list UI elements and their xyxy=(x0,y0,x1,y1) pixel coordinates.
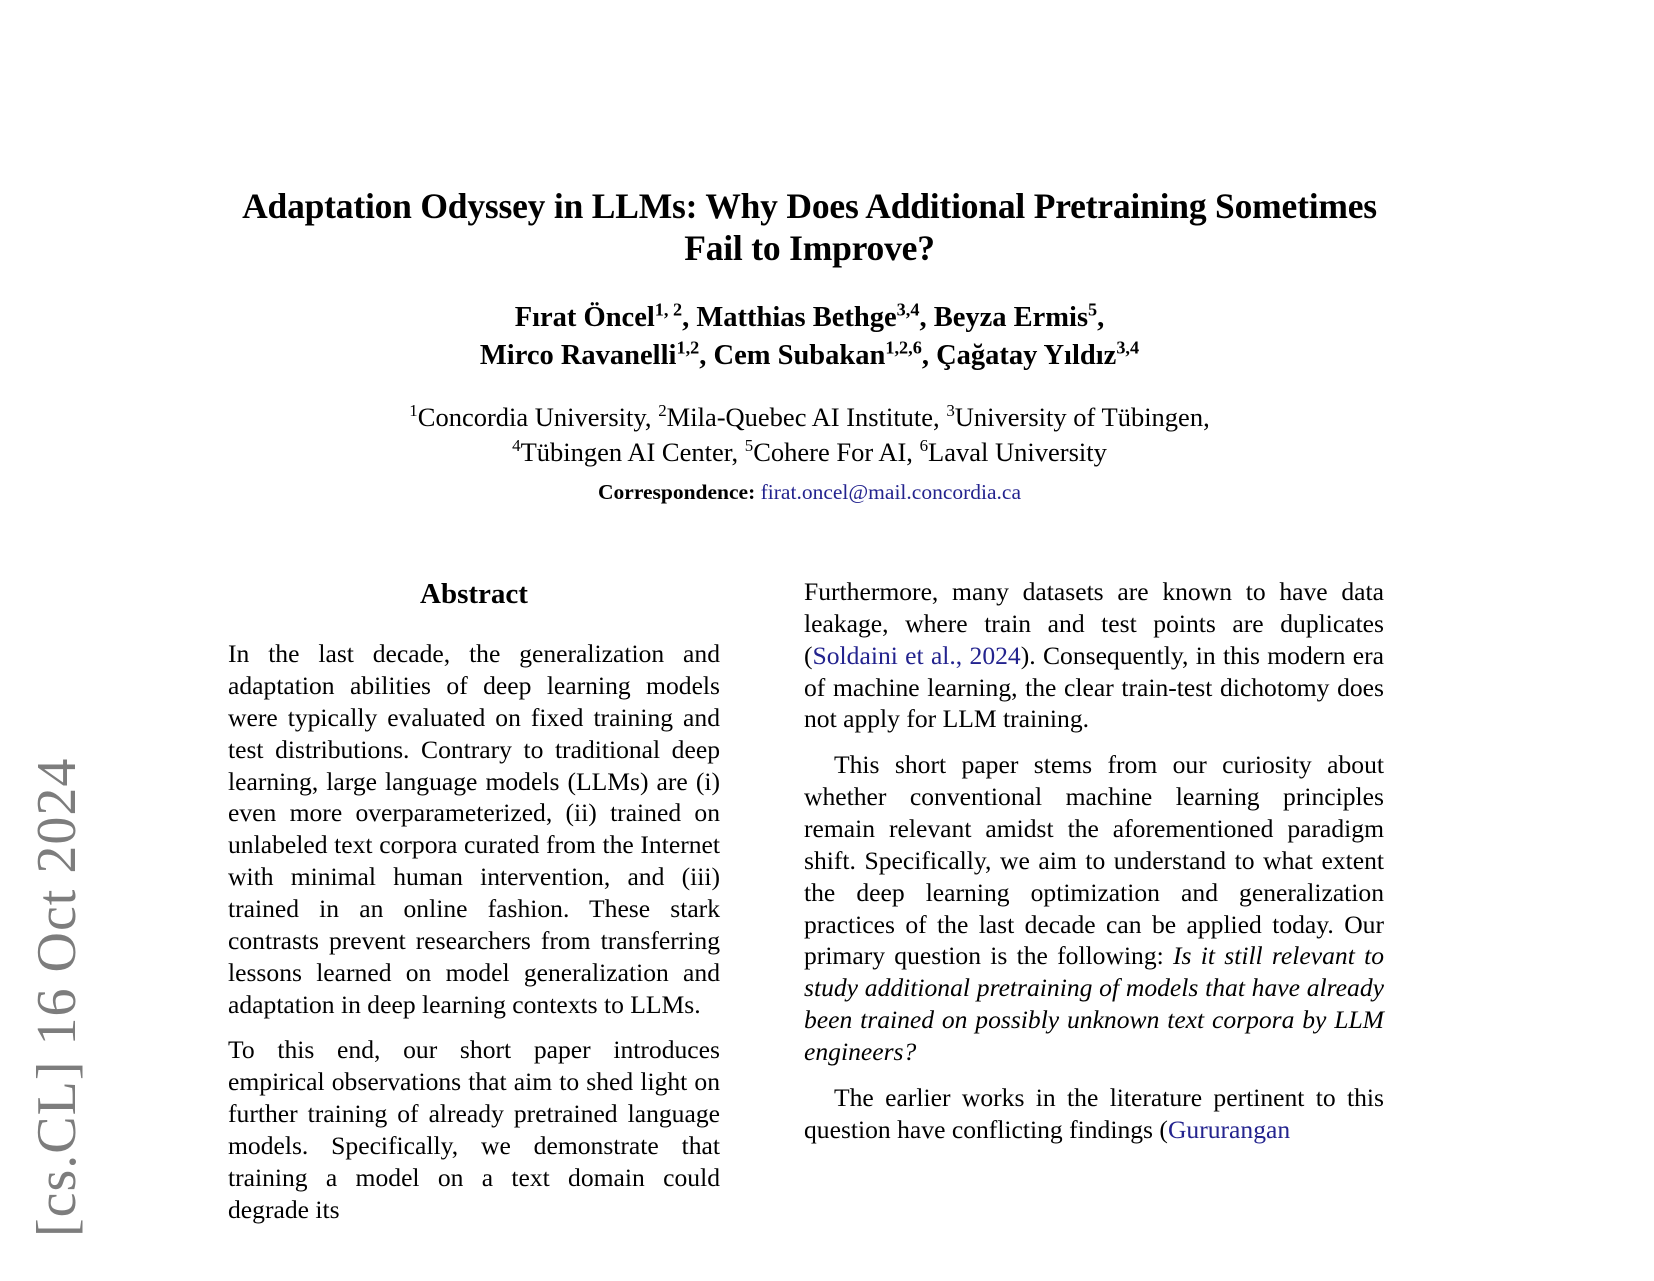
affiliation-text: University of Tübingen, xyxy=(954,401,1210,432)
author-list xyxy=(227,299,1392,373)
author-separator: , xyxy=(1097,302,1105,334)
intro-paragraph-1 xyxy=(804,576,1384,735)
author-separator: , xyxy=(699,339,714,371)
author-affiliation-marker: 3,4 xyxy=(896,299,920,320)
affiliation-line-1 xyxy=(227,400,1392,435)
left-column xyxy=(228,576,720,1226)
affiliation-marker: 4 xyxy=(512,435,521,455)
correspondence-line xyxy=(227,480,1392,505)
affiliation-line-2 xyxy=(227,435,1392,470)
author-name: Cem Subakan xyxy=(713,339,886,371)
author-name: Matthias Bethge xyxy=(696,302,897,334)
affiliation-marker: 5 xyxy=(744,435,754,455)
affiliation-marker: 6 xyxy=(919,435,929,455)
paragraph-text: The earlier works in the literature pertinent to this question have conflicting findings ( xyxy=(804,1082,1384,1144)
citation-link-gururangan[interactable]: Gururangan xyxy=(1167,1114,1291,1144)
author-affiliation-marker: 5 xyxy=(1088,299,1098,320)
two-column-body xyxy=(0,576,1654,1276)
paragraph-text: Furthermore, many datasets are known to have data leakage, where train and test points are duplicates ( xyxy=(804,577,1384,670)
affiliation-list xyxy=(227,400,1392,470)
author-line-2 xyxy=(227,337,1392,374)
affiliation-marker: 1 xyxy=(409,400,418,420)
author-name: Beyza Ermis xyxy=(933,302,1089,334)
author-name: Mirco Ravanelli xyxy=(479,339,677,371)
affiliation-text: Cohere For AI, xyxy=(753,436,920,467)
abstract-heading: Abstract xyxy=(420,578,528,610)
author-separator: , xyxy=(682,302,697,334)
citation-link-soldaini[interactable]: Soldaini et al., 2024 xyxy=(812,640,1021,670)
affiliation-marker: 3 xyxy=(946,400,955,420)
author-name: Çağatay Yıldız xyxy=(936,339,1117,371)
abstract-paragraph-2: To this end, our short paper introduces empirical observations that aim to shed light on further training of already pretrained language models. Specifically, we demonstrate that training a model on a text domain could degrade its xyxy=(228,1035,720,1224)
affiliation-marker: 2 xyxy=(658,400,667,420)
correspondence-label: Correspondence: xyxy=(598,479,756,504)
abstract-paragraph-1: In the last decade, the generalization and adaptation abilities of deep learning models were typically evaluated on fixed training and test distributions. Contrary to traditional deep learning, large language models (LLMs) are (i) even more overparameterized, (ii) trained on unlabeled text corpora curated from the Internet with minimal human intervention, and (iii) trained in an online fashion. These stark contrasts prevent researchers from transferring lessons learned on model generalization and adaptation in deep learning contexts to LLMs. xyxy=(228,639,720,1019)
title-block xyxy=(227,185,1392,505)
page-bottom-clip xyxy=(0,1241,1654,1281)
affiliation-text: Mila-Quebec AI Institute, xyxy=(666,401,947,432)
intro-paragraph-3 xyxy=(804,1082,1384,1146)
research-question-italic: Is it still relevant to study additional pretraining of models that have already been trained on possibly unknown text corpora by LLM engineers? xyxy=(804,941,1384,1067)
paragraph-text: ). Consequently, in this modern era of machine learning, the clear train-test dichotomy does not apply for LLM training. xyxy=(804,640,1385,734)
author-affiliation-marker: 1, 2 xyxy=(654,299,683,320)
author-affiliation-marker: 1,2 xyxy=(676,337,700,358)
page-title: Adaptation Odyssey in LLMs: Why Does Additional Pretraining Sometimes Fail to Improve? xyxy=(242,186,1377,269)
affiliation-text: Tübingen AI Center, xyxy=(520,436,745,467)
author-affiliation-marker: 3,4 xyxy=(1116,337,1140,358)
author-affiliation-marker: 1,2,6 xyxy=(885,337,922,358)
right-column xyxy=(804,576,1384,1146)
arxiv-stamp: [cs.CL] 16 Oct 2024 xyxy=(26,757,88,1237)
affiliation-text: Laval University xyxy=(928,436,1107,467)
author-separator: , xyxy=(921,339,937,371)
correspondence-email-link[interactable]: firat.oncel@mail.concordia.ca xyxy=(760,479,1021,504)
author-separator: , xyxy=(919,302,934,334)
paragraph-text: This short paper stems from our curiosity about whether conventional machine learning principles remain relevant amidst the aforementioned paradigm shift. Specifically, we aim to understand to what extent the deep learning optimization and generalization practices of the last decade can be applied today. Our primary question is the following: xyxy=(804,750,1384,971)
author-name: Fırat Öncel xyxy=(514,302,655,334)
affiliation-text: Concordia University, xyxy=(417,401,659,432)
author-line-1 xyxy=(227,299,1392,336)
intro-paragraph-2 xyxy=(804,749,1384,1068)
